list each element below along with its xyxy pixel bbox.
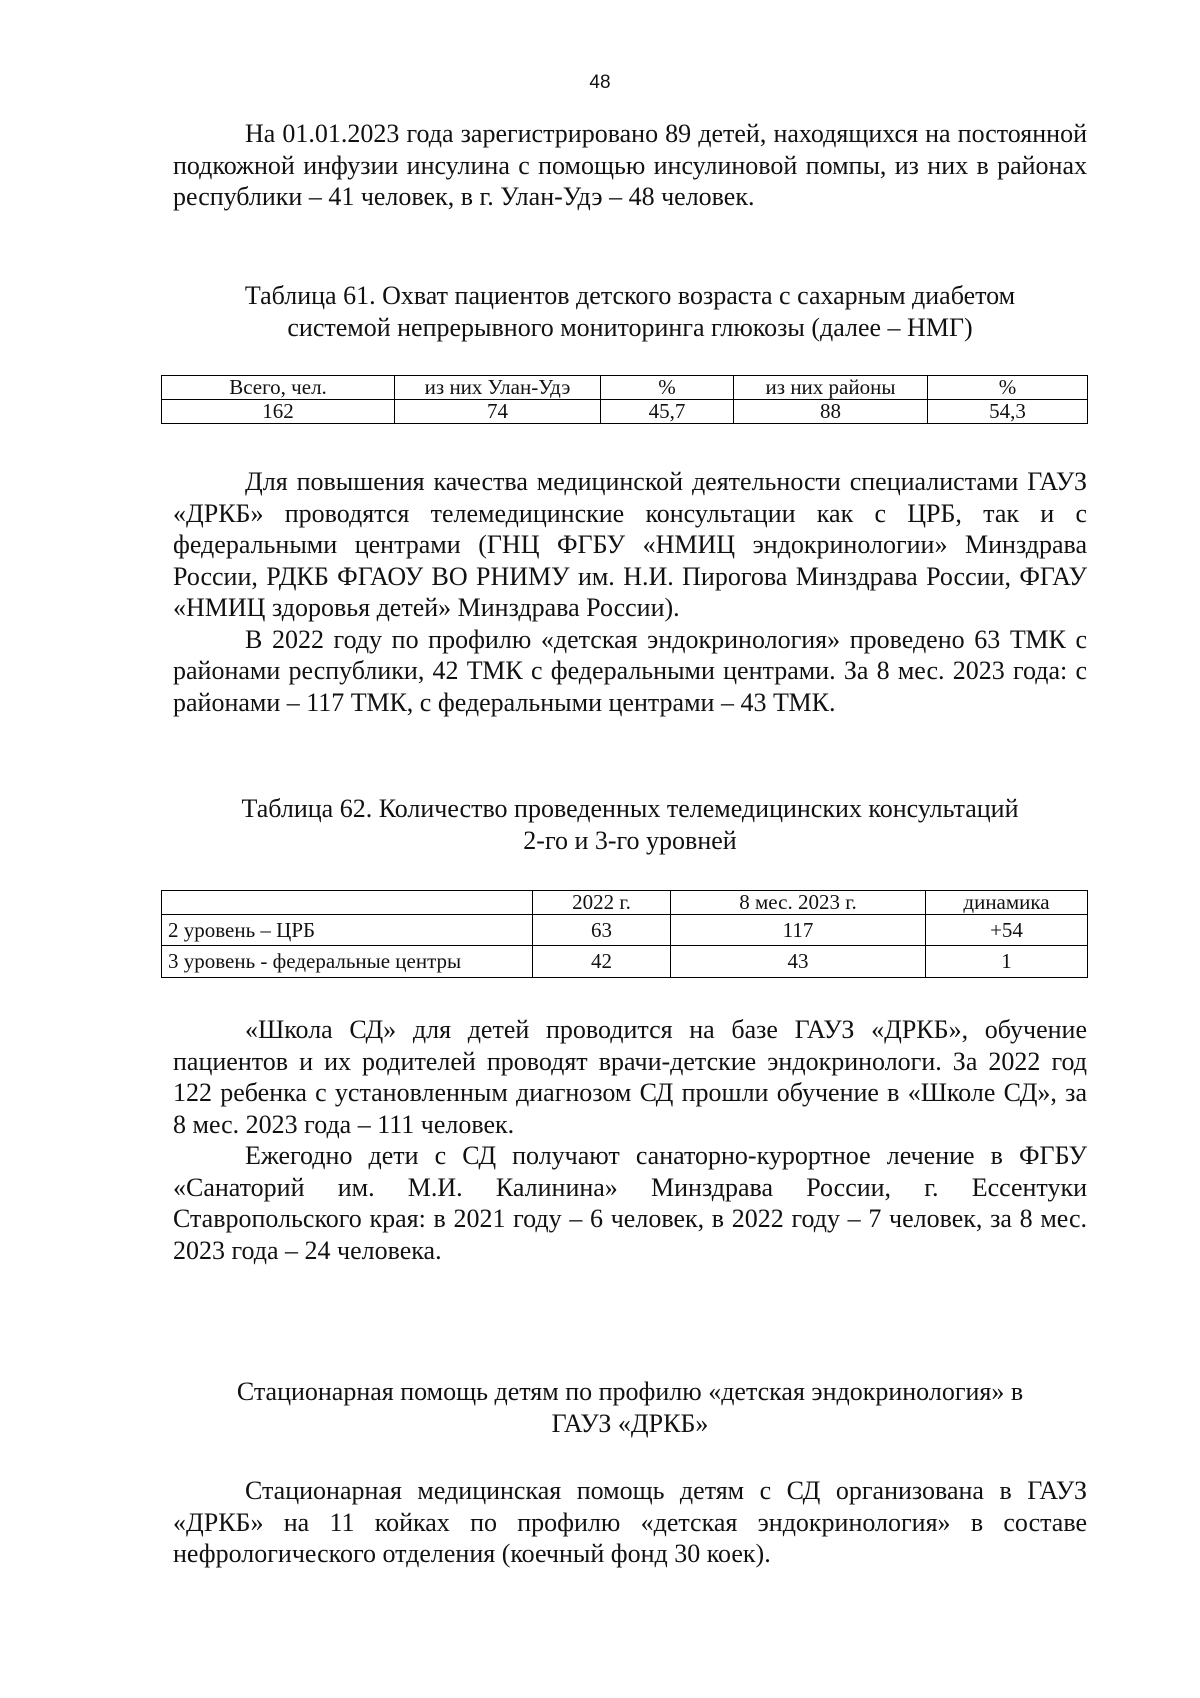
- table-header-row: [162, 376, 1088, 400]
- paragraph-text: На 01.01.2023 года зарегистрировано 89 детей, находящихся на постоянной подкожной инфузии инсулина с помощью инсулиновой помпы, из них в районах республики – 41 человек, в г. Улан-Удэ – 48 человек.: [173, 119, 1087, 211]
- table-header-cell: %: [928, 376, 1088, 400]
- table-header-cell: %: [601, 376, 734, 400]
- paragraph-text: В 2022 году по профилю «детская эндокринология» проведено 63 ТМК с районами республики, 42 ТМК с федеральными центрами. За 8 мес. 2023 года: с районами – 117 ТМК, с федеральными центрами – 43 ТМК.: [173, 624, 1087, 717]
- table-cell: 3 уровень - федеральные центры: [162, 946, 533, 978]
- table-header-cell: Всего, чел.: [162, 376, 395, 400]
- caption-line: Таблица 62. Количество проведенных телемедицинских консультаций: [241, 794, 1019, 823]
- table-62-caption: [173, 793, 1087, 857]
- table-cell: 54,3: [928, 400, 1088, 424]
- table-header-cell: из них Улан-Удэ: [395, 376, 601, 400]
- table-header-cell: [162, 891, 533, 915]
- paragraph-text: «Школа СД» для детей проводится на базе ГАУЗ «ДРКБ», обучение пациентов и их родителей проводят врачи-детские эндокринологи. За 2022 год 122 ребенка с установленным диагнозом СД прошли обучение в «Школе СД», за 8 мес. 2023 года – 111 человек.: [173, 1015, 1087, 1139]
- table-cell: 43: [671, 946, 926, 978]
- table-cell: 63: [533, 915, 671, 946]
- table-61: [161, 375, 1088, 424]
- paragraph-inpatient-care: [173, 1475, 1087, 1570]
- table-cell: +54: [926, 915, 1088, 946]
- caption-line: 2-го и 3-го уровней: [523, 826, 737, 855]
- table-row: [162, 400, 1088, 424]
- table-cell: 45,7: [601, 400, 734, 424]
- paragraph-text: Для повышения качества медицинской деятельности специалистами ГАУЗ «ДРКБ» проводятся телемедицинские консультации как с ЦРБ, так и с федеральными центрами (ГНЦ ФГБУ «НМИЦ эндокринологии» Минздрава России, РДКБ ФГАОУ ВО РНИМУ им. Н.И. Пирогова Минздрава России, ФГАУ «НМИЦ здоровья детей» Минздрава России).: [173, 467, 1087, 622]
- caption-line: Таблица 61. Охват пациентов детского возраста с сахарным диабетом: [244, 281, 1016, 310]
- paragraph-telemedicine: [173, 466, 1087, 718]
- heading-line: Стационарная помощь детям по профилю «детская эндокринология» в: [236, 1377, 1024, 1406]
- page-number: 48: [589, 72, 611, 93]
- table-61-caption: [173, 280, 1087, 344]
- table-cell: 42: [533, 946, 671, 978]
- table-cell: 162: [162, 400, 395, 424]
- table-header-cell: динамика: [926, 891, 1088, 915]
- table-header-row: [162, 891, 1088, 915]
- table-row: [162, 915, 1088, 946]
- paragraph-diabetes-school: [173, 1014, 1087, 1266]
- section-heading: [173, 1376, 1087, 1440]
- table-cell: 88: [734, 400, 928, 424]
- heading-line: ГАУЗ «ДРКБ»: [551, 1409, 709, 1438]
- table-cell: 117: [671, 915, 926, 946]
- table-cell: 74: [395, 400, 601, 424]
- table-header-cell: 8 мес. 2023 г.: [671, 891, 926, 915]
- paragraph-text: Ежегодно дети с СД получают санаторно-курортное лечение в ФГБУ «Санаторий им. М.И. Калинина» Минздрава России, г. Ессентуки Ставропольского края: в 2021 году – 6 человек, в 2022 году – 7 человек, за 8 мес. 2023 года – 24 человека.: [173, 1141, 1087, 1265]
- table-header-cell: из них районы: [734, 376, 928, 400]
- caption-line: системой непрерывного мониторинга глюкозы (далее – НМГ): [287, 313, 973, 342]
- paragraph-insulin-pump: [173, 118, 1087, 213]
- table-cell: 2 уровень – ЦРБ: [162, 915, 533, 946]
- table-row: [162, 946, 1088, 978]
- table-62: [161, 890, 1088, 978]
- table-header-cell: 2022 г.: [533, 891, 671, 915]
- table-cell: 1: [926, 946, 1088, 978]
- paragraph-text: Стационарная медицинская помощь детям с СД организована в ГАУЗ «ДРКБ» на 11 койках по профилю «детская эндокринология» в составе нефрологического отделения (коечный фонд 30 коек).: [173, 1476, 1087, 1568]
